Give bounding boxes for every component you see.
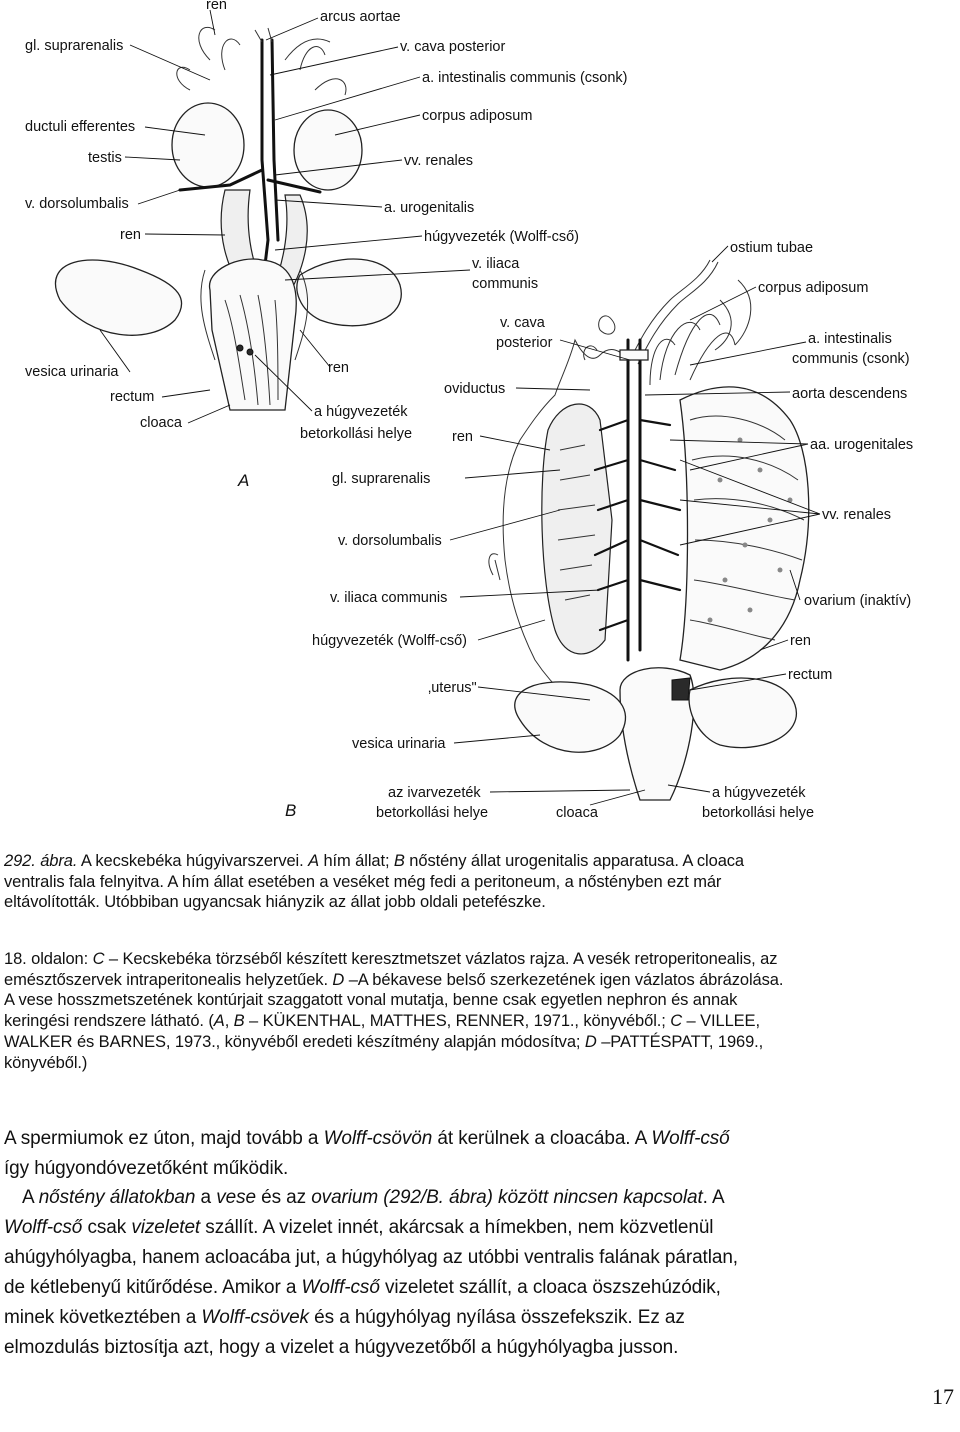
- label-v-dorsolumbalis-b: v. dorsolumbalis: [338, 533, 442, 549]
- body-paragraph-2: A nőstény állatokban a vese és az ovarium (292/B. ábra) között nincsen kapcsolat. A Wolff-cső csak vizeletet szállít. A vizelet innét, akárcsak a hímekben, nem közvetlenül ahúgyhólyagba, hanem acloacába jut, a húgyhólyag az utóbbi ventralis falának páratlan, de kétlebenyű kitűrődése. Amikor a Wolff-cső vizeletet szállít, a cloaca öszszehúzódik, minek következtében a Wolff-csövek és a húgyhólyag nyílása összefekszik. Ez az elmozdulás biztosítja azt, hogy a vizelet a húgyvezetőből a húgyhólyagba jusson.: [4, 1187, 738, 1358]
- label-hugyvezetek-b-1: a húgyvezeték: [712, 785, 806, 801]
- label-a-intestinalis-b1: a. intestinalis: [808, 331, 892, 347]
- figure-caption: [4, 851, 956, 913]
- body-paragraph-1: A spermiumok ez úton, majd tovább a Wolff-csövön át kerülnek a cloacába. A Wolff-cső így húgyondóvezetőként működik.: [4, 1128, 730, 1179]
- label-rectum-b: rectum: [788, 667, 833, 683]
- label-ovarium: ovarium (inaktív): [804, 593, 912, 609]
- label-v-dorsolumbalis-a: v. dorsolumbalis: [25, 196, 129, 212]
- caption-line-1: 292. ábra. A kecskebéka húgyivarszervei. A hím állat; B nőstény állat urogenitalis apparatusa. A cloaca: [4, 852, 745, 870]
- label-vv-renales-b: vv. renales: [822, 507, 892, 523]
- label-hugyvezetek-b-2: betorkollási helye: [702, 805, 815, 821]
- label-a-hugyvezetek-2: betorkollási helye: [300, 426, 413, 442]
- label-ostium-tubae: ostium tubae: [730, 240, 814, 256]
- label-a-urogenitalis: a. urogenitalis: [384, 200, 475, 216]
- note-line-5: WALKER és BARNES, 1973., könyvéből eredeti készítmény alapján módosítva; D –PATTÉSPATT, 1969.,: [4, 1032, 764, 1051]
- label-cloaca-a: cloaca: [140, 415, 182, 431]
- label-vesica-urinaria-b: vesica urinaria: [352, 736, 446, 752]
- label-v-cava-posterior: v. cava posterior: [400, 39, 506, 55]
- figure-a-drawing: [55, 27, 401, 410]
- page-number: 17: [932, 1384, 954, 1409]
- label-ren-b: ren: [452, 429, 473, 445]
- note-line-4: keringési rendszere látható. (A, B – KÜKENTHAL, MATTHES, RENNER, 1971., könyvéből.; C – VILLEE,: [4, 1012, 760, 1031]
- label-oviductus: oviductus: [444, 381, 506, 397]
- label-ivarvezetek-1: az ivarvezeték: [388, 785, 481, 801]
- panel-label-b: B: [285, 801, 297, 820]
- label-a-intestinalis-b2: communis (csonk): [792, 351, 910, 367]
- label-ren-lower-a: ren: [328, 360, 349, 376]
- label-ductuli-efferentes: ductuli efferentes: [25, 119, 136, 135]
- label-testis: testis: [88, 150, 122, 166]
- label-arcus-aortae: arcus aortae: [320, 9, 401, 25]
- label-gl-suprarenalis-b: gl. suprarenalis: [332, 471, 431, 487]
- note-line-1: 18. oldalon: C – Kecskebéka törzséből készített keresztmetszet vázlatos rajza. A vesék retroperitonealis, az: [4, 950, 778, 968]
- label-v-cava-b1: v. cava: [500, 315, 545, 331]
- label-v-cava-b2: posterior: [496, 335, 553, 351]
- label-v-iliaca-b: v. iliaca communis: [330, 590, 448, 606]
- panel-label-a: A: [238, 471, 250, 490]
- label-ivarvezetek-2: betorkollási helye: [376, 805, 489, 821]
- label-rectum-a: rectum: [110, 389, 155, 405]
- note-line-2: emésztőszervek intraperitonealis helyzetűek. D –A békavese belső szerkezetének igen vázlatos ábrázolása.: [4, 970, 784, 989]
- label-gl-suprarenalis: gl. suprarenalis: [25, 38, 124, 54]
- label-uterus: ‚uterus": [428, 680, 477, 696]
- label-vv-renales-a: vv. renales: [404, 153, 474, 169]
- label-a-intestinalis: a. intestinalis communis (csonk): [422, 70, 628, 86]
- label-ren-b-right: ren: [790, 633, 811, 649]
- label-v-iliaca-a2: communis: [472, 276, 539, 292]
- label-vesica-urinaria-a: vesica urinaria: [25, 364, 119, 380]
- label-a-hugyvezetek-1: a húgyvezeték: [314, 404, 408, 420]
- label-v-iliaca-a1: v. iliaca: [472, 256, 520, 272]
- label-aorta-descendens: aorta descendens: [792, 386, 908, 402]
- label-ren-top: ren: [206, 0, 227, 13]
- label-corpus-adiposum-a: corpus adiposum: [422, 108, 533, 124]
- note-line-6: könyvéből.): [4, 1053, 88, 1072]
- label-cloaca-b: cloaca: [556, 805, 598, 821]
- figure-note: [4, 949, 956, 1073]
- label-corpus-adiposum-b: corpus adiposum: [758, 280, 869, 296]
- label-ren-a: ren: [120, 227, 141, 243]
- label-aa-urogenitales: aa. urogenitales: [810, 437, 914, 453]
- caption-line-2: ventralis fala felnyitva. A hím állat esetében a veséket még fedi a peritoneum, a nőstényben ezt már: [4, 872, 722, 891]
- label-hugyvezetek-a: húgyvezeték (Wolff-cső): [424, 229, 579, 245]
- note-line-3: A vese hosszmetszetének kontúrjait szaggatott vonal mutatja, benne csak egyetlen nephron és annak: [4, 991, 738, 1010]
- caption-line-3: eltávolították. Utóbbiban ugyancsak hiányzik az állat jobb oldali petefészke.: [4, 893, 546, 912]
- label-hugyvezetek-b: húgyvezeték (Wolff-cső): [312, 633, 467, 649]
